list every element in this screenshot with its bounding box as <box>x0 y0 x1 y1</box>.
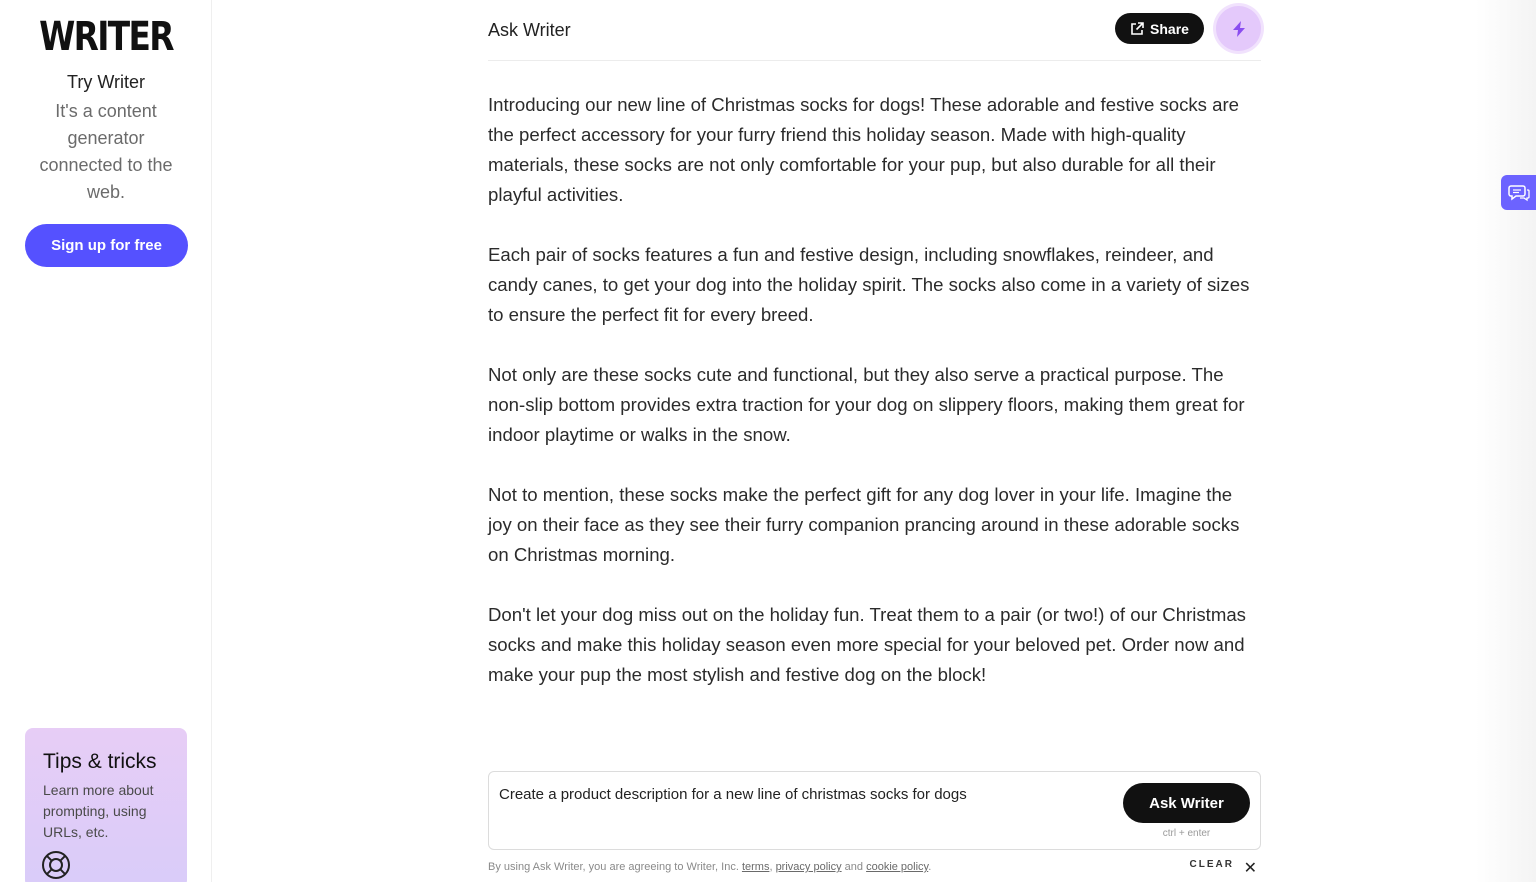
terms-link[interactable]: terms <box>741 861 770 873</box>
tips-title: Tips & tricks <box>43 750 157 773</box>
generated-content <box>488 90 1261 720</box>
chat-tab[interactable] <box>1501 175 1536 210</box>
chat-bubbles-icon <box>1508 183 1530 203</box>
footer-period: . <box>928 861 932 873</box>
shortcut-hint: ctrl + enter <box>1162 828 1211 839</box>
footer-and: and <box>844 861 864 873</box>
footer-disclaimer: By using Ask Writer, you are agreeing to Writer, Inc. <box>488 861 739 873</box>
ask-writer-button[interactable]: Ask Writer <box>1123 783 1250 823</box>
writer-logo[interactable]: WRITER <box>39 14 173 60</box>
try-writer-title: Try Writer <box>67 72 145 92</box>
try-writer-description: It's a content generator connected to the web. <box>39 101 173 202</box>
content-paragraph: Each pair of socks features a fun and festive design, including snowflakes, reindeer, and candy canes, to get your dog into the holiday spirit. The socks also come in a variety of sizes to ensure the perfect fit for every breed. <box>488 244 1250 325</box>
tips-card[interactable] <box>25 728 187 882</box>
share-button[interactable] <box>1115 13 1204 44</box>
content-paragraph: Not only are these socks cute and functional, but they also serve a practical purpose. The non-slip bottom provides extra traction for your dog on slippery floors, making them great for indoor playtime or walks in the snow. <box>488 364 1245 445</box>
lifebuoy-icon <box>41 850 71 880</box>
page-title: Ask Writer <box>488 20 571 40</box>
close-icon[interactable]: ✕ <box>1243 860 1257 877</box>
footer-separator: , <box>769 861 773 873</box>
privacy-policy-link[interactable]: privacy policy <box>775 861 842 873</box>
right-edge-fade <box>1476 0 1536 882</box>
prompt-input[interactable] <box>499 786 1099 803</box>
content-paragraph: Introducing our new line of Christmas socks for dogs! These adorable and festive socks are the perfect accessory for your furry friend this holiday season. Made with high-quality materials, these socks are not only comfortable for your pup, but also durable for all their playful activities. <box>488 94 1240 205</box>
header <box>488 0 1261 61</box>
cookie-policy-link[interactable]: cookie policy <box>866 861 929 873</box>
content-paragraph: Don't let your dog miss out on the holiday fun. Treat them to a pair (or two!) of our Christmas socks and make this holiday season even more special for your beloved pet. Order now and make your pup the most stylish and festive dog on the block! <box>488 604 1246 685</box>
share-label: Share <box>1150 20 1189 37</box>
external-link-icon <box>1130 22 1144 36</box>
content-paragraph: Not to mention, these socks make the perfect gift for any dog lover in your life. Imagine the joy on their face as they see their furry companion prancing around in these adorable socks on Christmas morning. <box>488 484 1240 565</box>
lightning-icon <box>1230 20 1248 38</box>
prompt-box <box>488 771 1261 850</box>
tips-description: Learn more about prompting, using URLs, etc. <box>43 782 154 840</box>
clear-button[interactable]: CLEAR <box>1189 859 1234 870</box>
footer <box>488 861 1261 877</box>
sidebar <box>0 0 212 882</box>
lightning-button[interactable] <box>1216 6 1261 51</box>
sign-up-button[interactable]: Sign up for free <box>25 224 188 267</box>
